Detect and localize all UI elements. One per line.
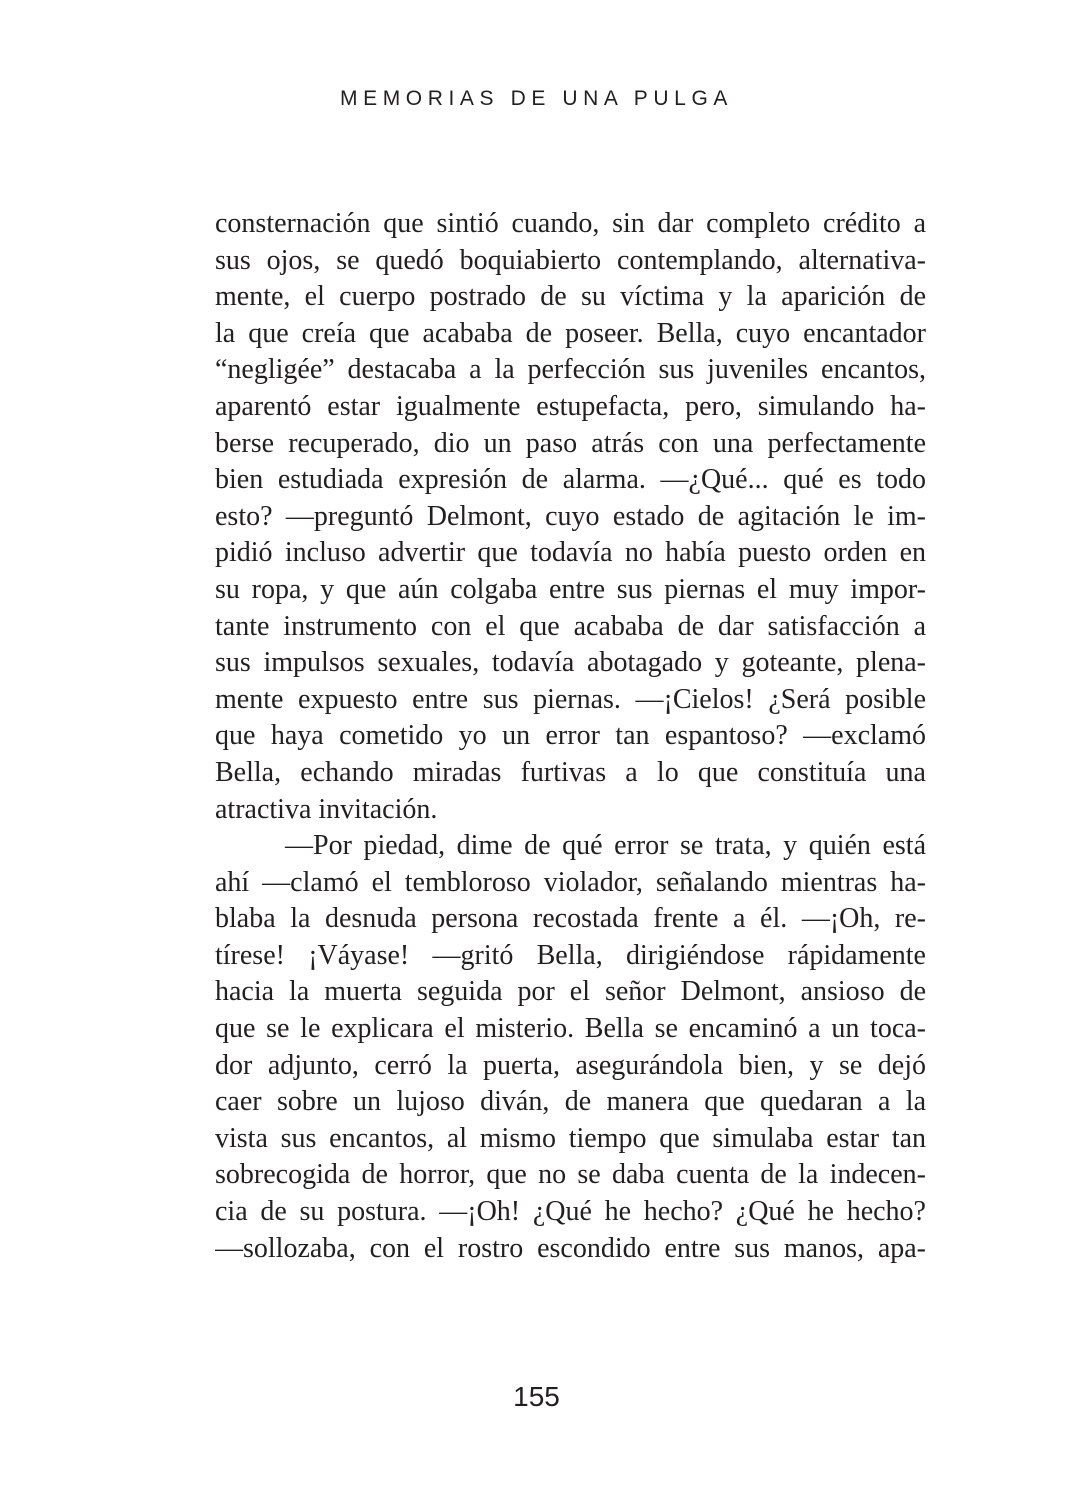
text-line: bien estudiada expresión de alarma. —¿Qué... qué es todo (215, 464, 926, 496)
text-line: —sollozaba, con el rostro escondido entre sus manos, apa- (215, 1232, 926, 1264)
text-line: sus ojos, se quedó boquiabierto contemplando, alternativa- (215, 244, 926, 276)
text-line: Bella, echando miradas furtivas a lo que constituía una (215, 756, 926, 788)
text-line: tírese! ¡Váyase! —gritó Bella, dirigiéndose rápidamente (215, 939, 926, 971)
paragraph (215, 828, 926, 1267)
text-line: que haya cometido yo un error tan espantoso? —exclamó (215, 720, 926, 752)
text-line: “negligée” destacaba a la perfección sus juveniles encantos, (215, 354, 926, 386)
text-line: tante instrumento con el que acababa de dar satisfacción a (215, 610, 926, 642)
text-line: cia de su postura. —¡Oh! ¿Qué he hecho? ¿Qué he hecho? (215, 1196, 926, 1228)
text-line: ahí —clamó el tembloroso violador, señalando mientras ha- (215, 866, 926, 898)
text-line: dor adjunto, cerró la puerta, asegurándola bien, y se dejó (215, 1049, 926, 1081)
text-line: aparentó estar igualmente estupefacta, pero, simulando ha- (215, 390, 926, 422)
text-line: que se le explicara el misterio. Bella se encaminó a un toca- (215, 1013, 926, 1045)
body-text (215, 206, 926, 1267)
text-line: mente expuesto entre sus piernas. —¡Cielos! ¿Será posible (215, 683, 926, 715)
text-line: caer sobre un lujoso diván, de manera que quedaran a la (215, 1086, 926, 1118)
text-line: la que creía que acababa de poseer. Bella, cuyo encantador (215, 317, 926, 349)
paragraph (215, 206, 926, 828)
running-head-title: MEMORIAS DE UNA PULGA (340, 87, 733, 110)
text-line: sobrecogida de horror, que no se daba cuenta de la indecen- (215, 1159, 926, 1191)
text-line: —Por piedad, dime de qué error se trata, y quién está (285, 830, 926, 862)
text-line: mente, el cuerpo postrado de su víctima y la aparición de (215, 281, 926, 313)
page-number: 155 (513, 1381, 560, 1412)
text-line: pidió incluso advertir que todavía no había puesto orden en (215, 537, 926, 569)
text-line: blaba la desnuda persona recostada frente a él. —¡Oh, re- (215, 903, 926, 935)
text-line: consternación que sintió cuando, sin dar completo crédito a (215, 208, 926, 239)
text-line: vista sus encantos, al mismo tiempo que simulaba estar tan (215, 1122, 926, 1154)
text-line: berse recuperado, dio un paso atrás con una perfectamente (215, 427, 926, 459)
text-line: su ropa, y que aún colgaba entre sus piernas el muy impor- (215, 573, 926, 605)
text-line: atractiva invitación. (215, 793, 438, 825)
text-line: sus impulsos sexuales, todavía abotagado y goteante, plena- (215, 647, 926, 679)
text-line: hacia la muerta seguida por el señor Delmont, ansioso de (215, 976, 926, 1008)
text-line: esto? —preguntó Delmont, cuyo estado de agitación le im- (215, 500, 926, 532)
